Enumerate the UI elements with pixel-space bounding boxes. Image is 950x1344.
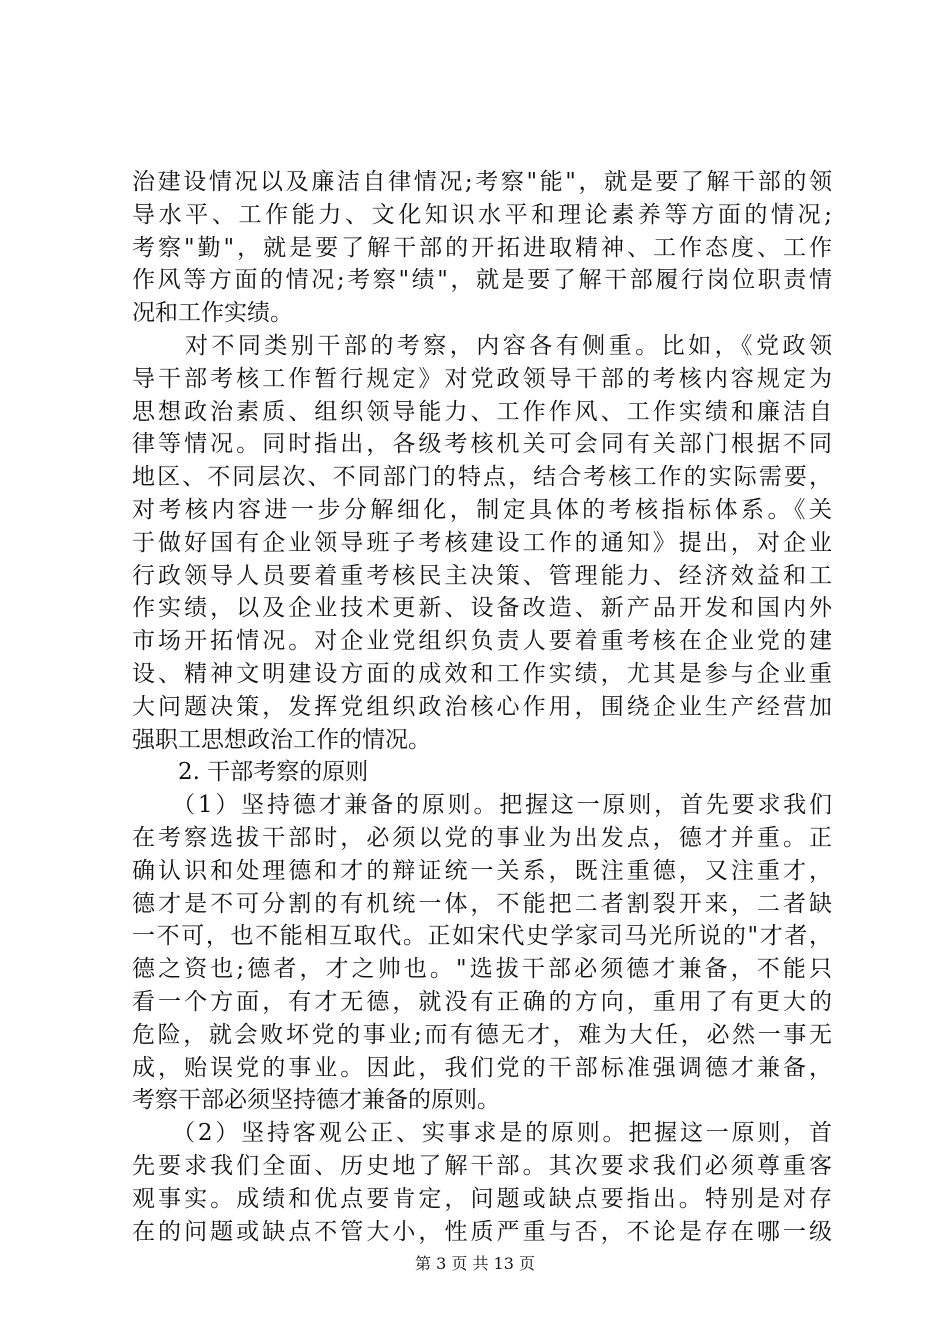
text-line: 市场开拓情况。对企业党组织负责人要着重考核在企业党的建 bbox=[132, 628, 832, 655]
text-line: 德才是不可分割的有机统一体，不能把二者割裂开来，二者缺 bbox=[132, 890, 832, 917]
text-line: 导干部考核工作暂行规定》对党政领导干部的考核内容规定为 bbox=[132, 365, 832, 392]
page-footer: 第 3 页 共 13 页 bbox=[415, 1254, 535, 1273]
text-line: 强职工思想政治工作的情况。 bbox=[132, 726, 431, 753]
text-line: 大问题决策，发挥党组织政治核心作用，围绕企业生产经营加 bbox=[132, 693, 832, 720]
text-line: 在的问题或缺点不管大小，性质严重与否，不论是存在哪一级 bbox=[132, 1218, 832, 1245]
text-line: 观事实。成绩和优点要肯定，问题或缺点要指出。特别是对存 bbox=[132, 1185, 832, 1212]
text-line: 况和工作实绩。 bbox=[132, 300, 293, 327]
text-line: 作风等方面的情况;考察"绩"，就是要了解干部履行岗位职责情 bbox=[132, 267, 832, 294]
text-line: 作实绩，以及企业技术更新、设备改造、新产品开发和国内外 bbox=[132, 595, 832, 622]
text-line: 导水平、工作能力、文化知识水平和理论素养等方面的情况; bbox=[132, 201, 832, 228]
text-line: （1）坚持德才兼备的原则。把握这一原则，首先要求我们 bbox=[132, 792, 832, 819]
text-line: 于做好国有企业领导班子考核建设工作的通知》提出，对企业 bbox=[132, 529, 832, 556]
text-line: 在考察选拔干部时，必须以党的事业为出发点，德才并重。正 bbox=[132, 824, 832, 851]
body-text bbox=[132, 166, 832, 1248]
text-line: 思想政治素质、组织领导能力、工作作风、工作实绩和廉洁自 bbox=[132, 398, 832, 425]
text-line: 对考核内容进一步分解细化，制定具体的考核指标体系。《关 bbox=[132, 496, 832, 523]
text-line: 治建设情况以及廉洁自律情况;考察"能"，就是要了解干部的领 bbox=[132, 169, 832, 195]
text-line: 先要求我们全面、历史地了解干部。其次要求我们必须尊重客 bbox=[132, 1152, 832, 1179]
text-line: 成，贻误党的事业。因此，我们党的干部标准强调德才兼备， bbox=[132, 1054, 832, 1081]
text-line: 2. 干部考察的原则 bbox=[132, 759, 369, 786]
text-line: 地区、不同层次、不同部门的特点，结合考核工作的实际需要， bbox=[132, 464, 832, 491]
text-line: （2）坚持客观公正、实事求是的原则。把握这一原则，首 bbox=[132, 1120, 832, 1147]
text-line: 确认识和处理德和才的辩证统一关系，既注重德，又注重才， bbox=[132, 857, 832, 884]
text-line: 行政领导人员要着重考核民主决策、管理能力、经济效益和工 bbox=[132, 562, 832, 589]
text-line: 看一个方面，有才无德，就没有正确的方向，重用了有更大的 bbox=[132, 988, 832, 1015]
text-line: 对不同类别干部的考察，内容各有侧重。比如，《党政领 bbox=[132, 332, 832, 359]
text-line: 考察干部必须坚持德才兼备的原则。 bbox=[132, 1087, 500, 1114]
text-line: 考察"勤"，就是要了解干部的开拓进取精神、工作态度、工作 bbox=[132, 234, 832, 261]
text-line: 一不可，也不能相互取代。正如宋代史学家司马光所说的"才者， bbox=[132, 923, 832, 950]
text-line: 德之资也;德者，才之帅也。"选拔干部必须德才兼备，不能只 bbox=[132, 956, 832, 983]
text-line: 危险，就会败坏党的事业;而有德无才，难为大任，必然一事无 bbox=[132, 1021, 832, 1048]
text-line: 律等情况。同时指出，各级考核机关可会同有关部门根据不同 bbox=[132, 431, 832, 458]
text-line: 设、精神文明建设方面的成效和工作实绩，尤其是参与企业重 bbox=[132, 660, 832, 687]
